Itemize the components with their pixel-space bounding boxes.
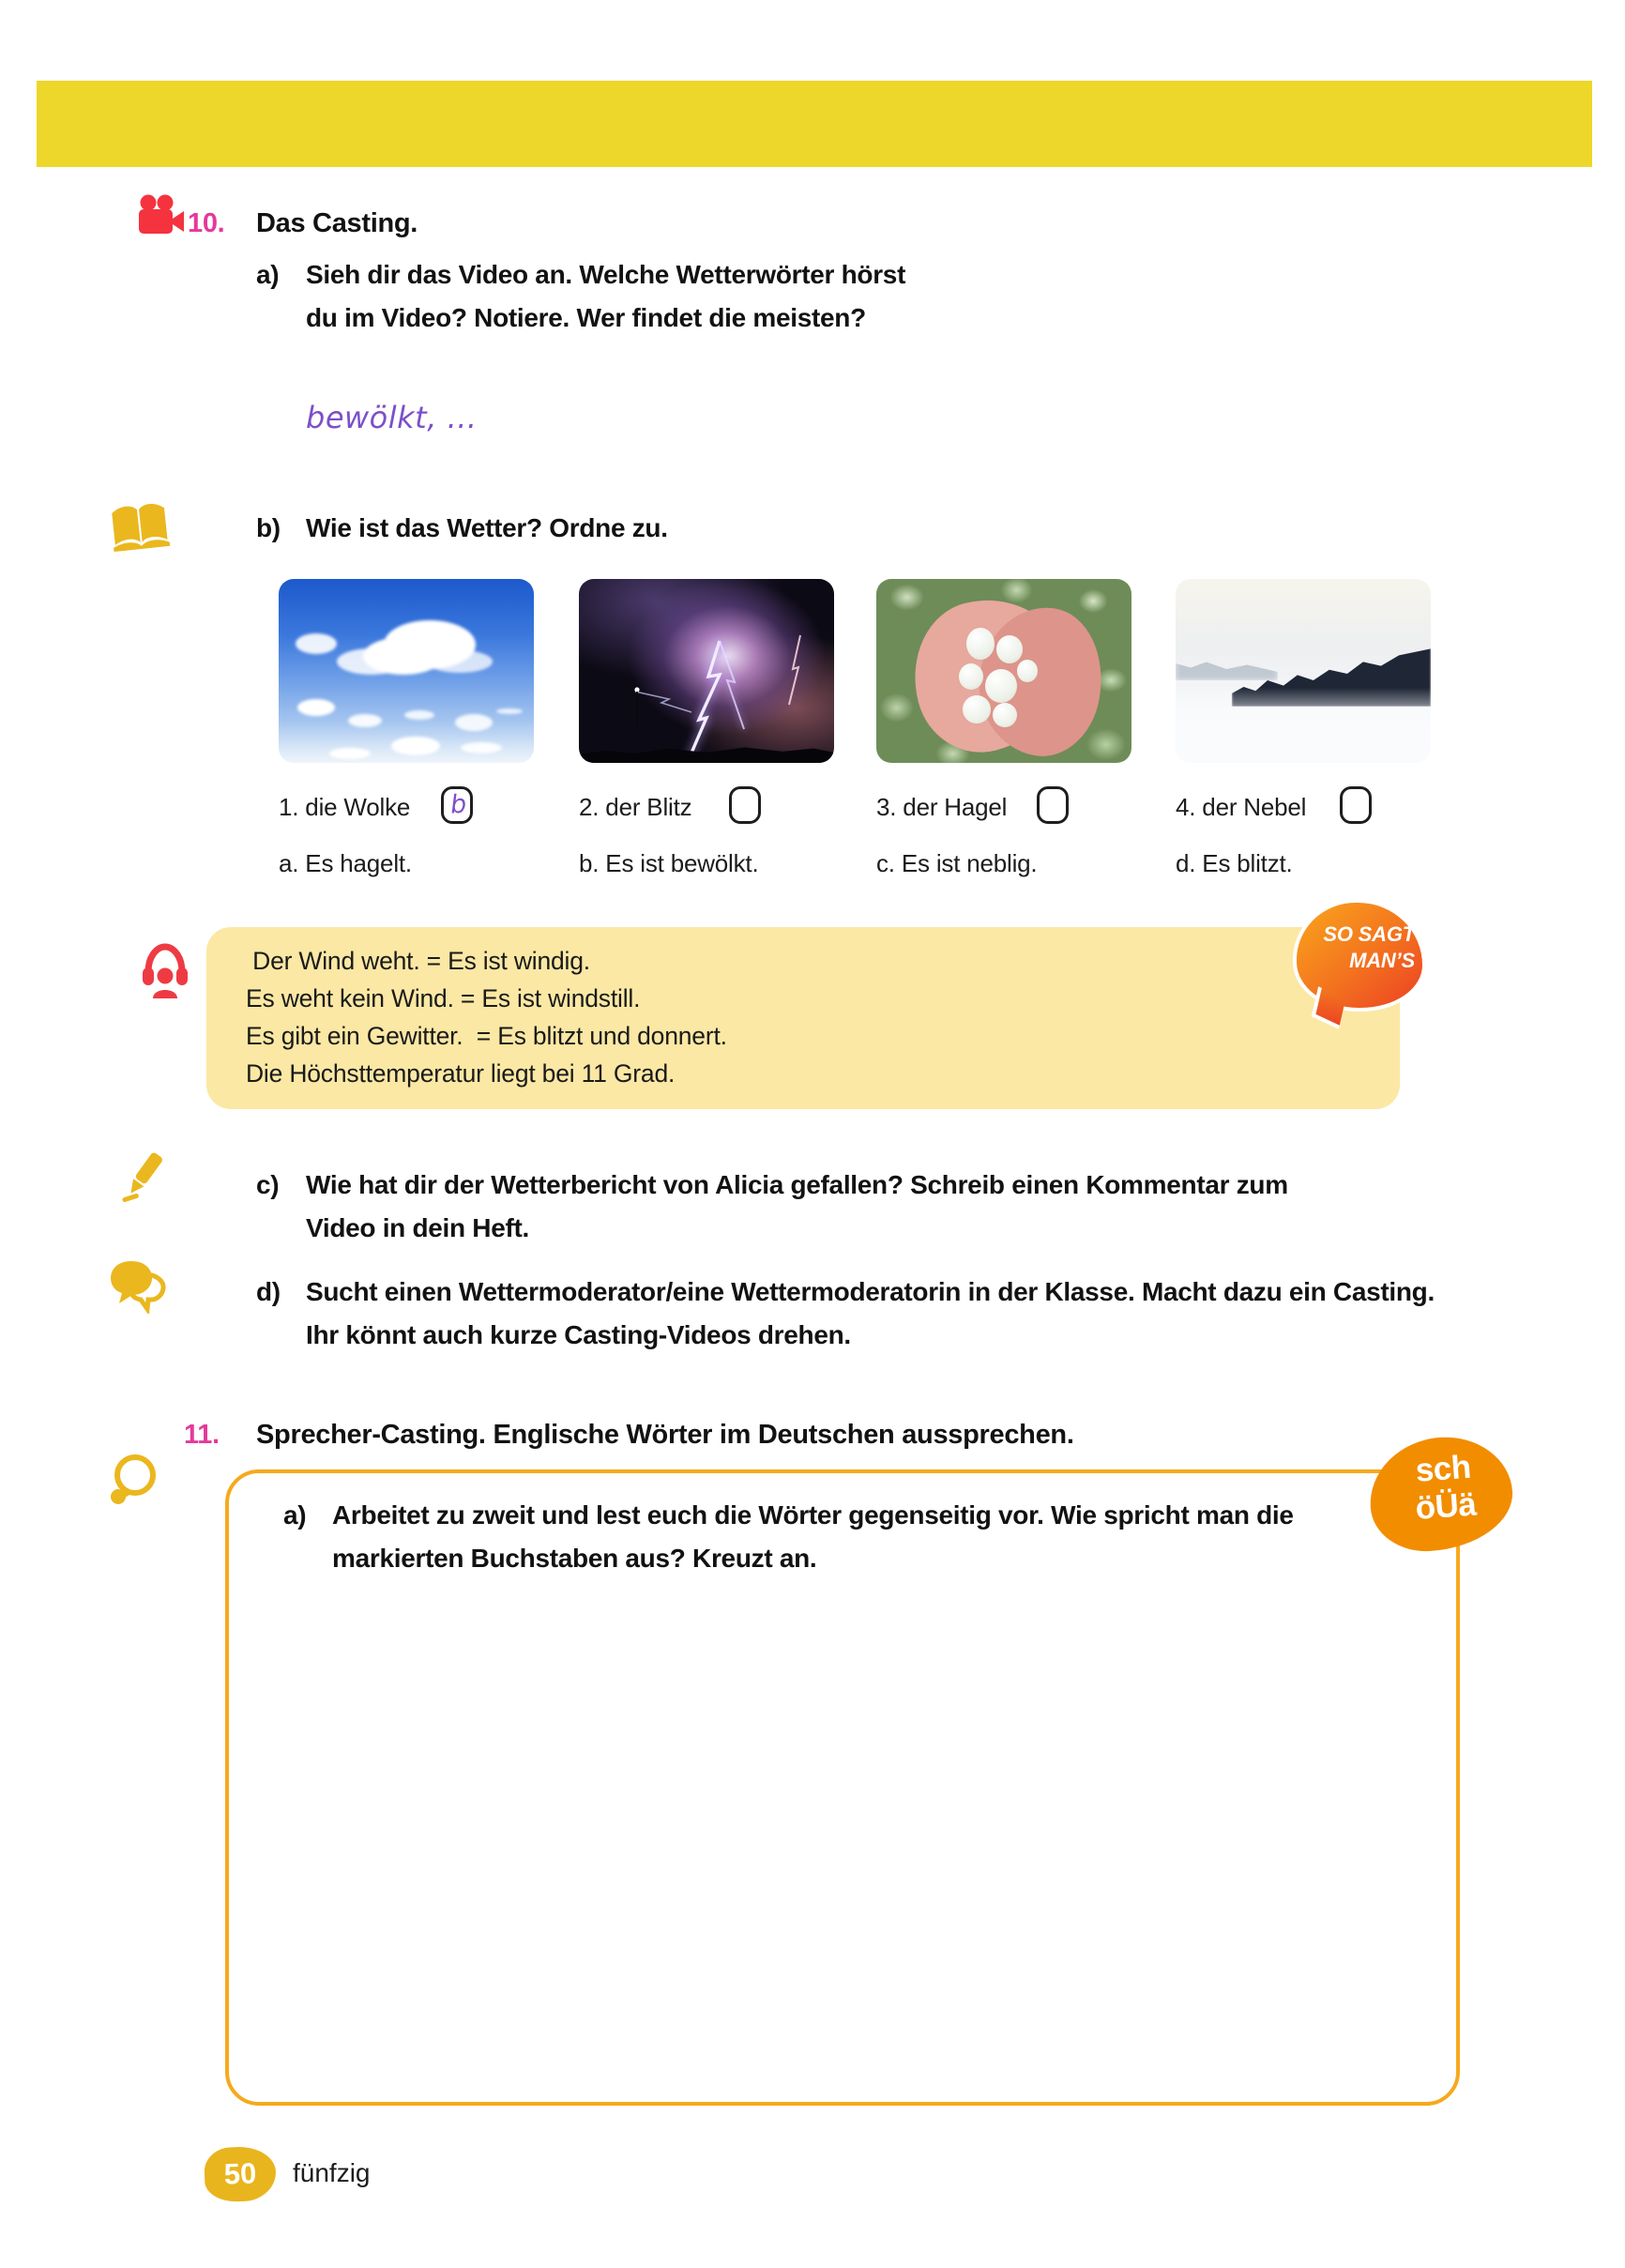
photo-lightning-storm	[579, 579, 834, 763]
headphones-speaker-icon	[141, 942, 190, 1000]
weather-answer-checkbox[interactable]	[1340, 786, 1372, 824]
exercise10d-line2: Ihr könnt auch kurze Casting-Videos drehen.	[306, 1320, 851, 1349]
weather-item-label: 1. die Wolke	[279, 793, 411, 821]
exercise11a-line2: markierten Buchstaben aus? Kreuzt an.	[332, 1544, 817, 1573]
weather-match-text: c. Es ist neblig.	[876, 849, 1038, 877]
exercise10a-line2: du im Video? Notiere. Wer findet die meisten?	[306, 303, 866, 332]
sch-sounds-badge	[1366, 1433, 1516, 1555]
weather-answer-checkbox[interactable]	[1037, 786, 1069, 824]
so-sagt-mans-line: Es weht kein Wind. = Es ist windstill.	[246, 984, 641, 1012]
exercise10c-line2: Video in dein Heft.	[306, 1213, 530, 1242]
so-sagt-mans-lines	[246, 942, 727, 1092]
page-number: 50	[223, 2156, 257, 2191]
badge-line2: MAN’S	[1349, 949, 1415, 972]
handwritten-checkbox-answer: b	[448, 789, 468, 820]
exercise11-title: Sprecher-Casting. Englische Wörter im Deutschen aussprechen.	[256, 1420, 1074, 1450]
exercise10d-line1: Sucht einen Wettermoderator/eine Wettermoderatorin in der Klasse. Macht dazu ein Casting.	[306, 1277, 1435, 1306]
exercise10c-label: c)	[256, 1170, 280, 1199]
weather-item-label: 3. der Hagel	[876, 793, 1008, 821]
weather-item-label: 4. der Nebel	[1176, 793, 1307, 821]
exercise10-number: 10.	[188, 208, 225, 238]
handwritten-answer: bewölkt, ...	[306, 400, 478, 435]
exercise10b-label: b)	[256, 513, 281, 542]
exercise10a-label: a)	[256, 260, 280, 289]
photo-foggy-forest	[1176, 579, 1431, 763]
weather-answer-checkbox[interactable]	[441, 786, 473, 824]
exercise11a-line1: Arbeitet zu zweit und lest euch die Wörter gegenseitig vor. Wie spricht man die	[332, 1500, 1294, 1530]
speech-bubble-outline-icon	[103, 1453, 161, 1507]
weather-answer-checkbox[interactable]	[729, 786, 761, 824]
so-sagt-mans-badge	[1293, 899, 1426, 1012]
weather-item-label: 2. der Blitz	[579, 793, 692, 821]
badge-line1: SO SAGT	[1323, 922, 1415, 946]
page-number-word: fünfzig	[293, 2158, 371, 2187]
top-yellow-band	[37, 81, 1592, 167]
sch-badge-line2: öÜä	[1414, 1485, 1478, 1527]
sch-badge-line1: sch	[1414, 1448, 1472, 1489]
page-number-badge	[204, 2146, 277, 2203]
exercise10b-text: Wie ist das Wetter? Ordne zu.	[306, 513, 668, 542]
weather-match-text: b. Es ist bewölkt.	[579, 849, 759, 877]
exercise10a-line1: Sieh dir das Video an. Welche Wetterwörter hörst	[306, 260, 906, 289]
exercise11a-label: a)	[283, 1500, 307, 1530]
so-sagt-mans-line: Es gibt ein Gewitter. = Es blitzt und donnert.	[246, 1022, 727, 1050]
so-sagt-mans-line: Die Höchsttemperatur liegt bei 11 Grad.	[246, 1059, 676, 1088]
photo-hail-in-hands	[876, 579, 1131, 763]
video-camera-icon	[137, 193, 186, 236]
weather-match-text: d. Es blitzt.	[1176, 849, 1293, 877]
exercise10d-label: d)	[256, 1277, 281, 1306]
photo-blue-sky-clouds	[279, 579, 534, 763]
pencil-icon	[120, 1149, 167, 1203]
exercise10-title: Das Casting.	[256, 208, 418, 238]
speech-bubbles-icon	[107, 1257, 169, 1314]
so-sagt-mans-line: Der Wind weht. = Es ist windig.	[246, 947, 590, 975]
exercise11-number: 11.	[184, 1420, 220, 1450]
weather-match-text: a. Es hagelt.	[279, 849, 412, 877]
exercise10c-line1: Wie hat dir der Wetterbericht von Alicia gefallen? Schreib einen Kommentar zum	[306, 1170, 1288, 1199]
open-book-icon	[106, 498, 173, 557]
so-sagt-mans-box	[206, 927, 1400, 1109]
